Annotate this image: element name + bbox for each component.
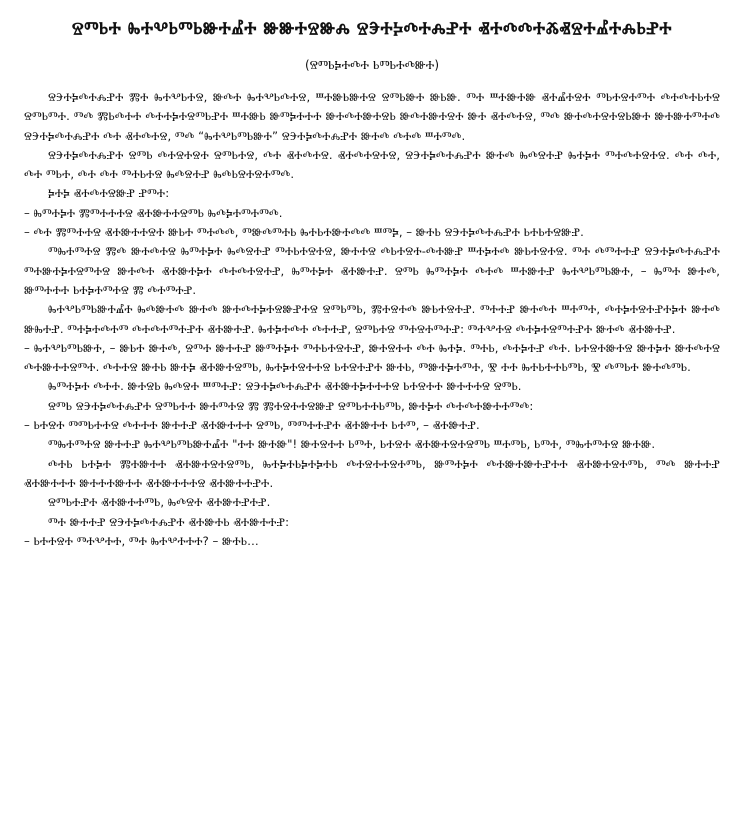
- paragraph: ⰔⰕⰓ ⰔⰅⰀⰍⰄⰀⰎⰐⰀ ⰔⰕⰓⰀⰀ ⰖⰀⰕⰀⰔ Ⰿ ⰏⰀⰔⰀⰀⰔⰖⰐ ⰔⰕⰓⰀⰀⰓⰕⰓ, ⰖⰀⰍⰀ ⰄⰀⰄⰀⰖⰀⰀⰕⰄ:: [48, 398, 534, 413]
- paragraph: ⰔⰅⰀⰍⰄⰀⰎⰐⰀ ⰔⰕⰓ ⰄⰀⰔⰀⰔⰀ ⰔⰕⰓⰀⰔ, ⰄⰀ ⰟⰀⰄⰀⰔ. ⰟⰀⰄⰀⰔⰀⰔ, ⰔⰅⰀⰍⰄⰀⰎⰐⰀ ⰖⰀⰄ ⰈⰄⰔⰀⰐ ⰈⰀⰍⰀ ⰕⰀⰄⰀⰔⰀⰔ. ⰄⰀ ⰄⰀ, ⰄⰀ ⰕⰓⰀ, ⰄⰀ ⰄⰀ ⰕⰀⰓⰀⰔ ⰈⰄⰔⰀⰐ ⰈⰄⰓⰔⰀⰔⰀⰕⰄ.: [24, 147, 720, 182]
- document-title: ⰔⰕⰓⰀ ⰈⰀⰂⰓⰕⰓⰖⰀⰌⰀ ⰖⰖⰀⰔⰖⰎ ⰔⰅⰀⰍⰄⰀⰎⰐⰀ ⰟⰀⰄⰄⰀⰆⰟⰔⰀⰌⰀⰎⰓⰐⰀ: [71, 19, 673, 39]
- paragraph: ⰔⰕⰓⰀⰐⰀ ⰟⰀⰖⰀⰀⰕⰓ, ⰈⰄⰔⰀ ⰟⰀⰖⰀⰐⰀⰐ.: [48, 495, 271, 510]
- paragraph: ⰄⰀⰓ ⰓⰀⰍⰀ ⰏⰀⰖⰀⰀ ⰟⰀⰖⰀⰔⰀⰔⰕⰓ, ⰈⰀⰍⰀⰓⰍⰀⰍⰀⰓ ⰄⰀⰔⰀⰀⰔⰀⰕⰓ, ⰖⰕⰀⰍⰀ ⰄⰀⰖⰀⰖⰀⰐⰀⰀ ⰟⰀⰖⰀⰔⰀⰕⰓ, ⰕⰄ ⰖⰀⰀⰐ ⰟⰀⰖⰀⰀⰀ ⰖⰀⰀⰀⰖⰀⰀ ⰟⰀⰖⰀⰀⰀⰔ ⰟⰀⰖⰀⰀⰐⰀ.: [24, 456, 720, 490]
- dialogue-paragraph: – ⰓⰀⰔⰀ ⰕⰕⰓⰀⰀⰔ ⰄⰀⰀⰀ ⰖⰀⰀⰐ ⰟⰀⰖⰀⰀⰀ ⰔⰕⰓ, ⰕⰕⰀⰀⰐⰀ ⰟⰀⰖⰀⰀ ⰓⰀⰕ, – ⰟⰀⰖⰀⰐ.: [24, 418, 480, 433]
- document-subtitle: (ⰔⰕⰓⰍⰀⰄⰀ ⰓⰕⰓⰀⰄⰖⰀ): [304, 58, 440, 72]
- dialogue-paragraph: – ⰄⰀ ⰏⰕⰀⰀⰔ ⰟⰀⰖⰀⰀⰔⰀ ⰖⰓⰀ ⰕⰀⰄⰄ, ⰕⰖⰄⰕⰀⰓ ⰈⰀⰓⰀⰖⰀⰄⰄ ⰞⰕⰍ, – ⰖⰀⰓ ⰔⰅⰀⰍⰄⰀⰎⰐⰀ ⰓⰀⰓⰀⰔⰖⰐ.: [24, 225, 584, 240]
- paragraph: ⰈⰀⰂⰓⰕⰓⰖⰀⰌⰀ ⰈⰄⰖⰀⰄ ⰖⰀⰄ ⰖⰀⰄⰀⰍⰀⰔⰖⰐⰀⰔ ⰔⰕⰓⰕⰓ, ⰏⰀⰔⰀⰄ ⰖⰓⰀⰔⰀⰐ. ⰕⰀⰀⰐ ⰖⰀⰄⰀ ⰞⰀⰕⰀ, ⰄⰀⰍⰀⰔⰀⰐⰀⰍⰀ ⰖⰀⰄ ⰖⰈⰀⰐ. ⰕⰀⰍⰀⰄⰀⰕ ⰄⰀⰄⰀⰕⰀⰐⰀ ⰟⰀⰖⰀⰐ. ⰈⰀⰍⰀⰄⰀ ⰄⰀⰀⰐ, ⰔⰕⰓⰀⰔ ⰕⰀⰔⰀⰕⰀⰐ: ⰕⰀⰂⰀⰔ ⰄⰀⰍⰀⰔⰕⰀⰐⰀ ⰖⰀⰄ ⰟⰀⰖⰀⰐ.: [24, 302, 720, 336]
- dialogue-paragraph: – ⰈⰀⰂⰓⰕⰓⰖⰀ, – ⰖⰓⰀ ⰖⰀⰄ, ⰔⰕⰀ ⰖⰀⰀⰐ ⰖⰕⰀⰍⰀ ⰕⰀⰓⰀⰔⰀⰐ, ⰖⰀⰔⰀⰀ ⰄⰀ ⰈⰀⰍ. ⰕⰀⰓ, ⰄⰀⰍⰀⰐ ⰄⰀ. ⰓⰀⰔⰀⰖⰀⰔ ⰖⰀⰍⰀ ⰖⰀⰄⰀⰔ ⰄⰀⰖⰀⰀⰔⰕⰀ. ⰄⰀⰀⰔ ⰖⰀⰓ ⰖⰀⰍ ⰟⰀⰖⰀⰔⰕⰓ, ⰈⰀⰍⰀⰔⰀⰀⰔ ⰓⰀⰔⰀⰐⰀ ⰖⰀⰓ, ⰕⰖⰀⰍⰀⰕⰀ, Ⰺ ⰀⰀ ⰈⰀⰓⰀⰀⰓⰕⰓ, Ⰺ ⰄⰕⰓⰀ ⰖⰀⰄⰕⰓ.: [24, 340, 720, 375]
- document-body: [24, 88, 720, 551]
- dialogue-paragraph: – ⰓⰀⰀⰔⰀ ⰕⰀⰂⰀⰀ, ⰕⰀ ⰈⰀⰂⰀⰀⰀ? – ⰖⰀⰓ…: [24, 533, 259, 548]
- paragraph: ⰈⰕⰀⰍⰀ ⰄⰀⰀ. ⰖⰀⰔⰓ ⰈⰄⰔⰀ ⰞⰕⰀⰐ: ⰔⰅⰀⰍⰄⰀⰎⰐⰀ ⰟⰀⰖⰀⰍⰀⰀⰀⰔ ⰓⰀⰔⰀⰀ ⰖⰀⰀⰀⰔ ⰔⰕⰓ.: [48, 379, 522, 394]
- paragraph: ⰍⰀⰍ ⰟⰀⰄⰀⰔⰖⰐ ⰐⰕⰀ:: [48, 186, 170, 201]
- paragraph: ⰕⰀ ⰖⰀⰀⰐ ⰔⰅⰀⰍⰄⰀⰎⰐⰀ ⰟⰀⰖⰀⰓ ⰟⰀⰖⰀⰀⰐ:: [48, 514, 289, 529]
- paragraph: ⰕⰈⰀⰕⰀⰔ ⰏⰄ ⰖⰀⰄⰀⰔ ⰈⰕⰀⰍⰀ ⰈⰄⰔⰀⰐ ⰕⰀⰓⰀⰔⰀⰔ, ⰖⰀⰀⰔ ⰄⰓⰀⰔⰀ-ⰄⰀⰖⰐ ⰞⰀⰍⰀⰄ ⰖⰓⰀⰔⰀⰔ. ⰕⰀ ⰄⰕⰀⰀⰐ ⰔⰅⰀⰍⰄⰀⰎⰐⰀ ⰕⰀⰖⰀⰍⰀⰔⰕⰀⰔ ⰖⰀⰄⰀ ⰟⰀⰖⰀⰍⰀ ⰄⰀⰄⰀⰔⰀⰐ, ⰈⰕⰀⰍⰀ ⰟⰀⰖⰀⰐ. ⰔⰕⰓ ⰈⰕⰀⰍⰀ ⰄⰀⰄ ⰞⰀⰖⰀⰐ ⰈⰀⰂⰓⰕⰓⰖⰀ, – ⰈⰕⰀ ⰖⰀⰄ, ⰖⰕⰀⰀⰀ ⰓⰀⰍⰀⰕⰀⰔ Ⰿ ⰄⰀⰕⰀⰐ.: [24, 244, 720, 297]
- paragraph: ⰔⰅⰀⰍⰄⰀⰎⰐⰀ ⰏⰀ ⰈⰀⰂⰓⰀⰔ, ⰖⰄⰀ ⰈⰀⰂⰓⰄⰀⰔ, ⰞⰀⰖⰓⰖⰀⰔ ⰔⰕⰓⰖⰀ ⰖⰓⰖ. ⰕⰀ ⰞⰀⰖⰀⰖ ⰟⰀⰌⰀⰔⰀ ⰕⰓⰀⰔⰀⰕⰀ ⰄⰀⰄⰀⰓⰀⰔ ⰔⰕⰓⰕⰀ. ⰕⰄ ⰏⰓⰄⰀⰀ ⰄⰀⰀⰍⰀⰔⰕⰓⰐⰀ ⰞⰀⰖⰓ ⰖⰕⰍⰀⰀⰀ ⰖⰀⰄⰀⰖⰀⰔⰓ ⰖⰄⰀⰖⰀⰔⰀ ⰖⰀ ⰟⰀⰄⰀⰔ, ⰕⰄ ⰖⰀⰄⰀⰔⰀⰔⰓⰖⰀ ⰖⰀⰖⰀⰕⰀⰄ ⰔⰅⰀⰍⰄⰀⰎⰐⰀ ⰄⰀ ⰟⰀⰄⰀⰔ, ⰕⰄ “ⰈⰀⰂⰓⰕⰓⰖⰀ” ⰔⰅⰀⰍⰄⰀⰎⰐⰀ ⰖⰀⰄ ⰄⰀⰄ ⰞⰀⰕⰄ.: [24, 90, 720, 143]
- paragraph: ⰕⰈⰀⰕⰀⰔ ⰖⰀⰀⰐ ⰈⰀⰂⰓⰕⰓⰖⰀⰌⰀ "ⰀⰀ ⰖⰀⰖ"! ⰖⰀⰔⰀⰀ ⰓⰕⰀ, ⰓⰀⰔⰀ ⰟⰀⰖⰀⰔⰀⰔⰕⰓ ⰞⰀⰕⰓ, ⰓⰕⰀ, ⰕⰈⰀⰕⰀⰔ ⰖⰀⰖ.: [48, 437, 656, 452]
- dialogue-paragraph: – ⰈⰕⰀⰍⰀ ⰏⰕⰀⰀⰀⰔ ⰟⰀⰖⰀⰀⰔⰕⰓ ⰈⰄⰍⰀⰕⰀⰕⰄ.: [24, 205, 283, 220]
